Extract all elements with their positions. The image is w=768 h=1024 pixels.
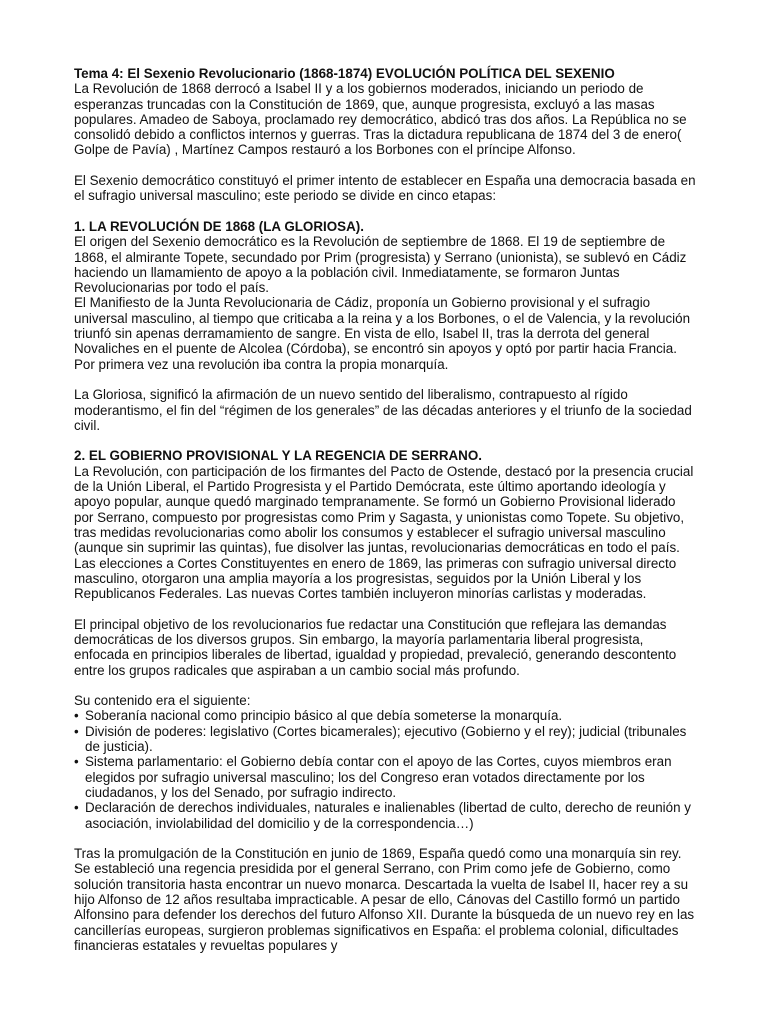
bullet-icon: •: [74, 800, 79, 816]
section-1-paragraph-1: El origen del Sexenio democrático es la Revolución de septiembre de 1868. El 19 de septiembre de 1868, el almirante Topete, secundado por Prim (progresista) y Serrano (unionista), se sublevó en Cádiz haciendo un llamamiento de apoyo a la población civil. Inmediatamente, se formaron Juntas Revolucionarias por todo el país.: [74, 234, 687, 296]
intro-paragraph-1: La Revolución de 1868 derrocó a Isabel II y a los gobiernos moderados, iniciando un periodo de esperanzas truncadas con la Constitución de 1869, que, aunque progresista, excluyó a las masas populares. Amadeo de Saboya, proclamado rey democrático, abdicó tras dos años. La República no se consolidó debido a conflictos internos y guerras. Tras la dictadura republicana de 1874 del 3 de enero( Golpe de Pavía) , Martínez Campos restauró a los Borbones con el príncipe Alfonso.: [74, 81, 687, 158]
constitution-content-list: [74, 708, 696, 830]
section-2-closing-paragraph: Tras la promulgación de la Constitución en junio de 1869, España quedó como una monarquía sin rey. Se estableció una regencia presidida por el general Serrano, con Prim como jefe de Gobierno, como solución transitoria hasta encontrar un nuevo monarca. Descartada la vuelta de Isabel II, hacer rey a su hijo Alfonso de 12 años resultaba impracticable. A pesar de ello, Cánovas del Castillo formó un partido Alfonsino para defender los derechos del futuro Alfonso XII. Durante la búsqueda de un nuevo rey en las cancillerías europeas, surgieron problemas significativos en España: el problema colonial, dificultades financieras estatales y revueltas populares y: [74, 846, 695, 953]
section-1-heading: 1. LA REVOLUCIÓN DE 1868 (LA GLORIOSA).: [74, 218, 364, 234]
bullet-icon: •: [74, 708, 79, 724]
list-item-text: División de poderes: legislativo (Cortes bicamerales); ejecutivo (Gobierno y el rey); judicial (tribunales de justicia).: [85, 723, 687, 755]
section-2-list-intro: Su contenido era el siguiente:: [74, 693, 251, 709]
intro-paragraph-2: El Sexenio democrático constituyó el primer intento de establecer en España una democracia basada en el sufragio universal masculino; este periodo se divide en cinco etapas:: [74, 173, 696, 204]
document-title: Tema 4: El Sexenio Revolucionario (1868-1874) EVOLUCIÓN POLÍTICA DEL SEXENIO: [74, 66, 615, 81]
list-item-text: Soberanía nacional como principio básico al que debía someterse la monarquía.: [85, 708, 563, 724]
list-item-text: Declaración de derechos individuales, naturales e inalienables (libertad de culto, derecho de reunión y asociación, inviolabilidad del domicilio y de la correspondencia…): [85, 800, 691, 831]
bullet-icon: •: [74, 754, 79, 770]
list-item: [74, 708, 696, 723]
section-2-paragraph-2: El principal objetivo de los revolucionarios fue redactar una Constitución que reflejara las demandas democráticas de los diversos grupos. Sin embargo, la mayoría parlamentaria liberal progresista, enfocada en principios liberales de libertad, igualdad y propiedad, prevaleció, generando descontento entre los grupos radicales que aspiraban a un cambio social más profundo.: [74, 616, 677, 678]
section-2-paragraph-1: La Revolución, con participación de los firmantes del Pacto de Ostende, destacó por la presencia crucial de la Unión Liberal, el Partido Progresista y el Partido Demócrata, este último aportando ideología y apoyo popular, aunque quedó marginado tempranamente. Se formó un Gobierno Provisional liderado por Serrano, compuesto por progresistas como Prim y Sagasta, y unionistas como Topete. Su objetivo, tras medidas revolucionarias como abolir los consumos y establecer el sufragio universal masculino (aunque sin suprimir las quintas), fue disolver las juntas, revolucionarias democráticas en todo el país. Las elecciones a Cortes Constituyentes en enero de 1869, las primeras con sufragio universal directo masculino, otorgaron una amplia mayoría a los progresistas, seguidos por la Unión Liberal y los Republicanos Federales. Las nuevas Cortes también incluyeron minorías carlistas y moderadas.: [74, 463, 694, 602]
bullet-icon: •: [74, 723, 79, 739]
list-item: [74, 754, 696, 800]
list-item: [74, 724, 696, 755]
list-item: [74, 800, 696, 831]
section-1-paragraph-2: El Manifiesto de la Junta Revolucionaria de Cádiz, proponía un Gobierno provisional y el sufragio universal masculino, al tiempo que criticaba a la reina y a los Borbones, o el de Valencia, y la revolución triunfó sin apenas derramamiento de sangre. En vista de ello, Isabel II, tras la derrota del general Novaliches en el puente de Alcolea (Córdoba), se encontró sin apoyos y optó por partir hacia Francia. Por primera vez una revolución iba contra la propia monarquía.: [74, 295, 691, 372]
list-item-text: Sistema parlamentario: el Gobierno debía contar con el apoyo de las Cortes, cuyos miembros eran elegidos por sufragio universal masculino; los del Congreso eran votados directamente por los ciudadanos, y los del Senado, por sufragio indirecto.: [85, 754, 672, 800]
section-2-heading: 2. EL GOBIERNO PROVISIONAL Y LA REGENCIA DE SERRANO.: [74, 448, 482, 464]
document-page: [74, 66, 696, 953]
section-1-paragraph-3: La Gloriosa, significó la afirmación de un nuevo sentido del liberalismo, contrapuesto al rígido moderantismo, el fin del “régimen de los generales” de las décadas anteriores y el triunfo de la sociedad civil.: [74, 387, 692, 433]
